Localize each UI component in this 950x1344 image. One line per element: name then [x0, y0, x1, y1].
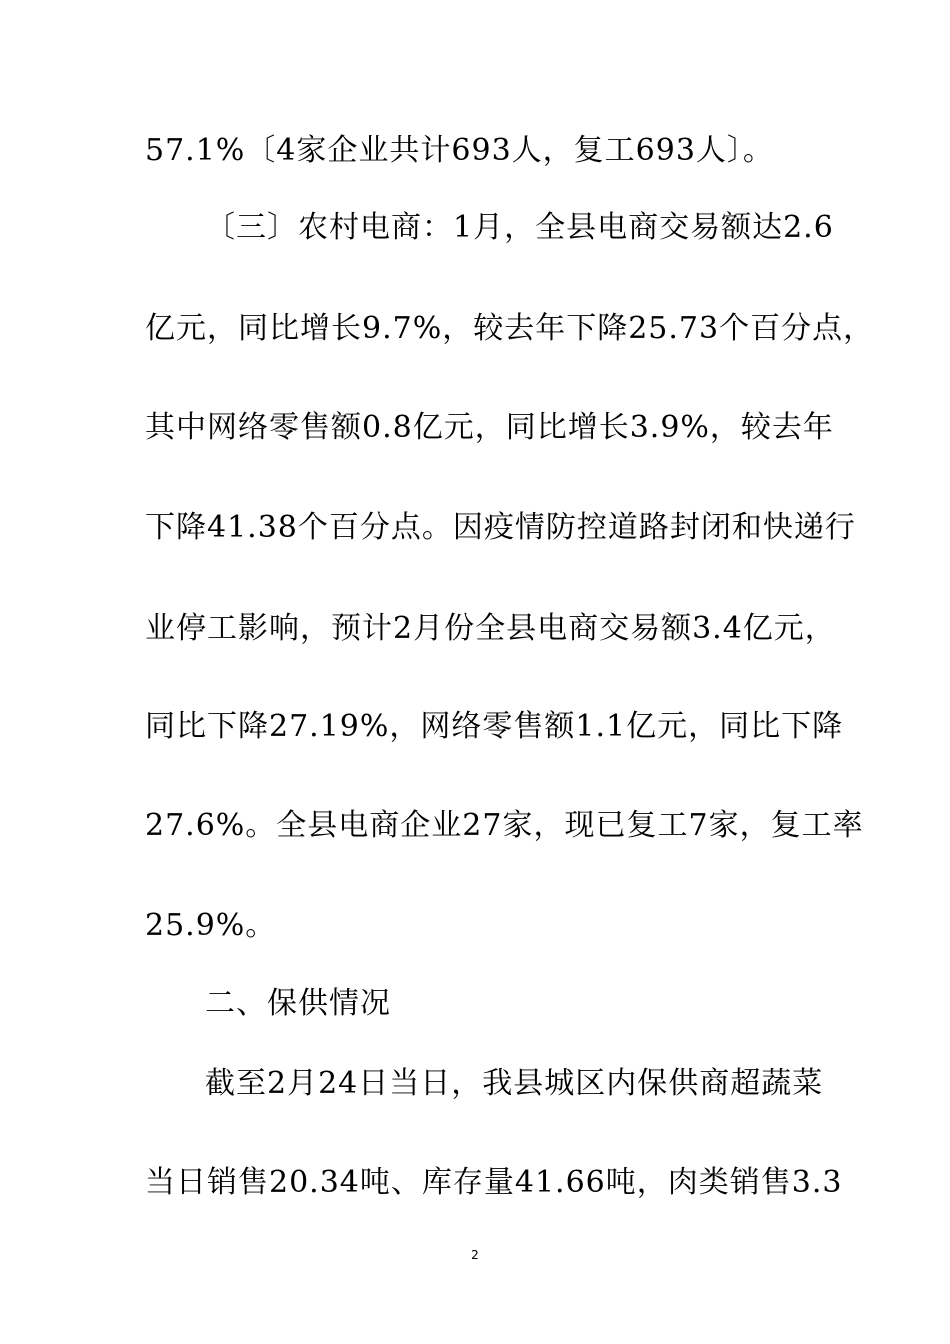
- section-heading: 二、保供情况: [205, 986, 391, 1021]
- paragraph-line: 当日销售20.34吨、库存量41.66吨，肉类销售3.3: [145, 1165, 843, 1200]
- paragraph-line: 截至2月24日当日，我县城区内保供商超蔬菜: [205, 1066, 824, 1101]
- paragraph-line: 25.9%。: [145, 908, 277, 943]
- paragraph-line: 下降41.38个百分点。因疫情防控道路封闭和快递行: [145, 510, 856, 545]
- paragraph-line: 业停工影响，预计2月份全县电商交易额3.4亿元，: [145, 611, 836, 646]
- paragraph-line: 同比下降27.19%，网络零售额1.1亿元，同比下降: [145, 709, 844, 744]
- paragraph-line: 亿元，同比增长9.7%，较去年下降25.73个百分点，: [145, 311, 875, 346]
- paragraph-line: 27.6%。全县电商企业27家，现已复工7家，复工率: [145, 808, 864, 843]
- paragraph-line: 其中网络零售额0.8亿元，同比增长3.9%，较去年: [145, 410, 834, 445]
- paragraph-line: 〔三〕农村电商：1月，全县电商交易额达2.6: [205, 210, 834, 245]
- paragraph-line: 57.1%〔4家企业共计693人，复工693人〕。: [145, 133, 774, 168]
- page-number: 2: [471, 1248, 479, 1262]
